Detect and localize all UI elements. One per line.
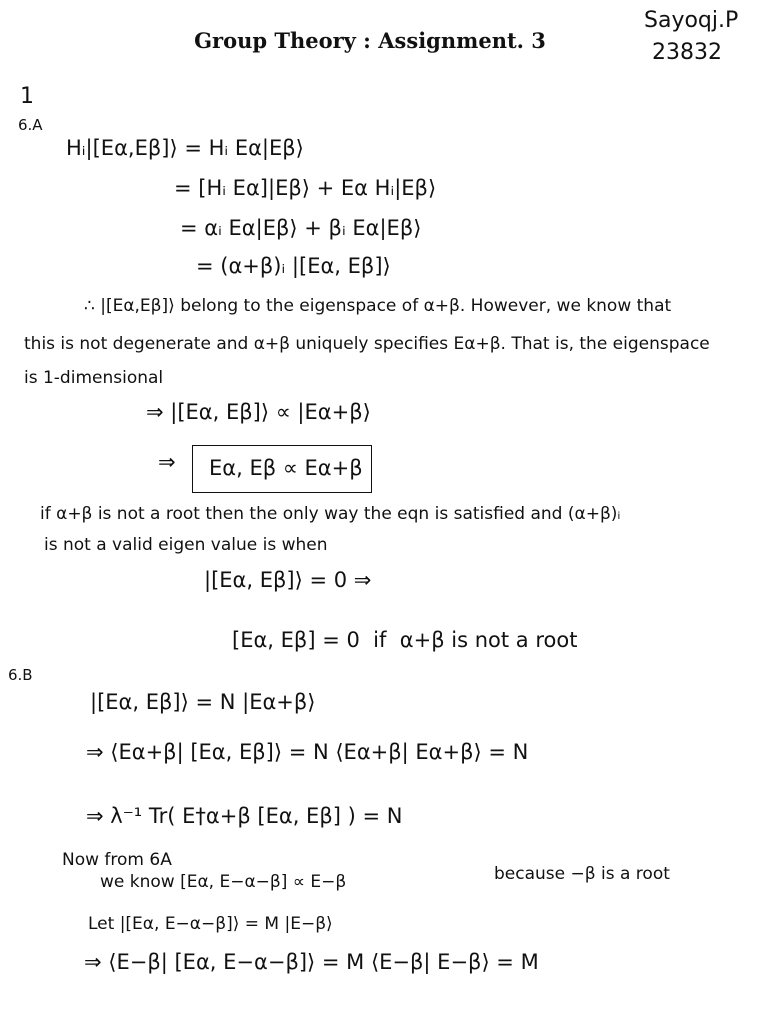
implication-line: ⇒ |[Eα, Eβ]⟩ ∝ |Eα+β⟩ xyxy=(146,400,371,424)
implication-arrow: ⇒ xyxy=(158,450,176,474)
equation-line: |[Eα, Eβ]⟩ = 0 ⇒ xyxy=(204,568,372,592)
paragraph-line: because −β is a root xyxy=(494,864,670,884)
author-id: 23832 xyxy=(652,40,722,65)
equation-line: ⇒ ⟨E−β| [Eα, E−α−β]⟩ = M ⟨E−β| E−β⟩ = M xyxy=(84,950,539,974)
paragraph-line: Let |[Eα, E−α−β]⟩ = M |E−β⟩ xyxy=(88,914,333,934)
paragraph-line: is 1-dimensional xyxy=(24,368,164,388)
equation-line: ⇒ ⟨Eα+β| [Eα, Eβ]⟩ = N ⟨Eα+β| Eα+β⟩ = N xyxy=(86,740,529,764)
paragraph-line: ∴ |[Eα,Eβ]⟩ belong to the eigenspace of α+β. However, we know that xyxy=(84,296,672,316)
equation-line: Hᵢ|[Eα,Eβ]⟩ = Hᵢ Eα|Eβ⟩ xyxy=(66,136,304,160)
paragraph-line: is not a valid eigen value is when xyxy=(44,535,328,555)
paragraph-line: this is not degenerate and α+β uniquely specifies Eα+β. That is, the eigenspace xyxy=(24,334,710,354)
page-title: Group Theory : Assignment. 3 xyxy=(194,28,546,53)
boxed-result-text: Eα, Eβ ∝ Eα+β xyxy=(209,456,363,480)
equation-line: = [Hᵢ Eα]|Eβ⟩ + Eα Hᵢ|Eβ⟩ xyxy=(174,176,437,200)
section-label-6a: 6.A xyxy=(18,116,43,134)
section-label-6b: 6.B xyxy=(8,666,33,684)
equation-line: |[Eα, Eβ]⟩ = N |Eα+β⟩ xyxy=(90,690,316,714)
paragraph-line: we know [Eα, E−α−β] ∝ E−β xyxy=(100,872,347,892)
paragraph-line: Now from 6A xyxy=(62,850,172,870)
paragraph-line: if α+β is not a root then the only way the eqn is satisfied and (α+β)ᵢ xyxy=(40,504,621,524)
boxed-result xyxy=(192,445,372,493)
equation-line: = (α+β)ᵢ |[Eα, Eβ]⟩ xyxy=(196,254,391,278)
conclusion-line: [Eα, Eβ] = 0 if α+β is not a root xyxy=(232,628,578,652)
equation-line: ⇒ λ⁻¹ Tr( E†α+β [Eα, Eβ] ) = N xyxy=(86,804,403,828)
problem-number: 1 xyxy=(20,84,34,109)
author-name: Sayoqj.P xyxy=(644,8,739,33)
equation-line: = αᵢ Eα|Eβ⟩ + βᵢ Eα|Eβ⟩ xyxy=(180,216,422,240)
